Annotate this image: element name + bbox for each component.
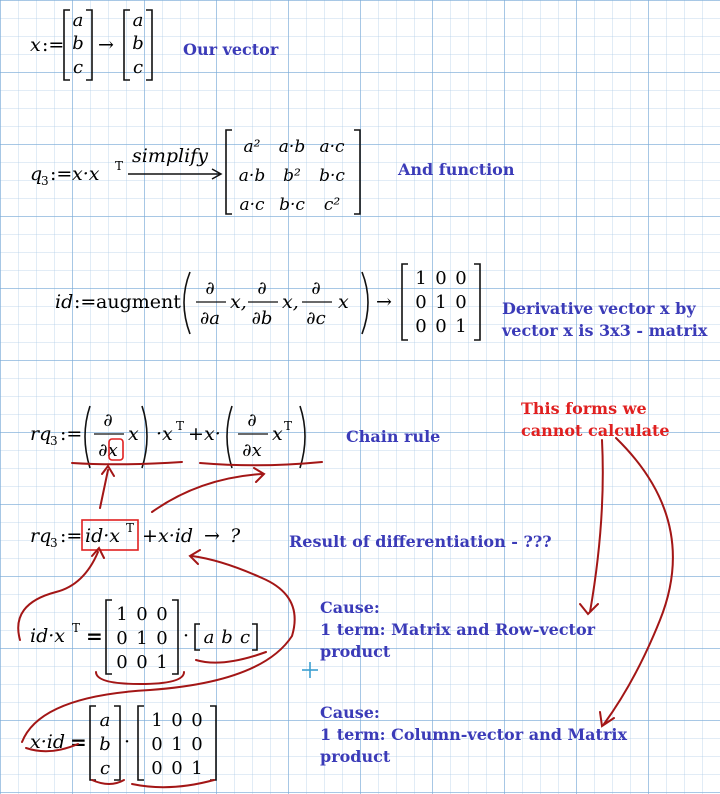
equation-vector-definition[interactable] xyxy=(20,4,170,84)
note-cause-2-line2: 1 term: Column-vector and Matrix xyxy=(320,725,627,744)
matrix-cell: a·c xyxy=(319,137,345,157)
note-cause-1-line1: Cause: xyxy=(320,598,380,617)
matrix-cell: 0 xyxy=(435,268,447,289)
equation-identity-derivative[interactable] xyxy=(50,258,490,346)
eq3-func: augment xyxy=(96,291,181,313)
equals: = xyxy=(86,624,103,648)
matrix-cell: c² xyxy=(323,195,341,215)
eq2-result-matrix xyxy=(239,137,346,215)
partial-denominator: ∂c xyxy=(306,308,326,329)
eq4-assign: := xyxy=(60,423,83,445)
equation-matrix-row-product[interactable] xyxy=(20,596,280,678)
matrix-cell: 1 xyxy=(136,628,148,649)
eq2-simplify-keyword: simplify xyxy=(132,145,208,167)
note-cause-1 xyxy=(320,597,595,663)
equation-function-q3[interactable] xyxy=(20,122,380,220)
eq3-identity-matrix xyxy=(415,268,466,337)
eq6-lhs: id·x xyxy=(30,625,65,647)
matrix-cell: 1 xyxy=(156,652,168,673)
eq1-arrow: → xyxy=(98,34,114,56)
note-cannot-calculate-line1: This forms we xyxy=(521,399,647,418)
transpose: T xyxy=(284,419,293,433)
matrix-cell: a xyxy=(99,710,111,731)
matrix-cell: 0 xyxy=(415,292,427,313)
matrix-cell: a·b xyxy=(278,137,306,157)
matrix-cell: 1 xyxy=(191,758,203,779)
partial-denominator: ∂b xyxy=(251,308,273,329)
eq5-arrow: → xyxy=(204,525,220,547)
note-cause-1-line3: product xyxy=(320,642,391,661)
matrix-cell: 0 xyxy=(136,652,148,673)
matrix-cell: 0 xyxy=(171,710,183,731)
transpose: T xyxy=(126,521,135,535)
partial-variable: x xyxy=(128,423,139,445)
note-result: Result of differentiation - ??? xyxy=(289,532,552,551)
partial-variable: x, xyxy=(230,291,247,313)
note-derivative-line1: Derivative vector x by xyxy=(502,299,696,318)
eq2-transpose: T xyxy=(115,159,124,173)
equation-result[interactable] xyxy=(20,512,280,558)
note-derivative-line2: vector x is 3x3 - matrix xyxy=(502,321,708,340)
equation-chain-rule[interactable] xyxy=(20,398,340,476)
eq6-row-vector xyxy=(204,627,250,648)
partial-variable: x xyxy=(272,423,283,445)
dot-operator: · xyxy=(183,625,190,647)
eq2-lhs-subscript: 3 xyxy=(41,174,49,188)
note-cause-2 xyxy=(320,702,627,768)
crosshair-cursor-icon xyxy=(302,662,318,678)
eq7-column-vector xyxy=(99,710,111,779)
matrix-cell: 1 xyxy=(415,268,427,289)
eq4-term1-tail: ·x xyxy=(156,423,173,445)
plus: + xyxy=(142,525,158,547)
matrix-cell: b·c xyxy=(279,195,305,215)
note-chain-rule: Chain rule xyxy=(346,427,441,446)
note-cannot-calculate xyxy=(521,398,670,442)
matrix-cell: 0 xyxy=(156,628,168,649)
matrix-cell: 0 xyxy=(435,316,447,337)
eq7-identity-matrix xyxy=(151,710,202,779)
eq5-result: ? xyxy=(230,525,241,547)
arrow-stroke xyxy=(580,440,603,614)
eq7-lhs: x·id xyxy=(30,731,65,753)
plus: + xyxy=(188,423,204,445)
eq4-lhs-subscript: 3 xyxy=(50,434,58,448)
note-cause-2-line1: Cause: xyxy=(320,703,380,722)
matrix-cell: 1 xyxy=(455,316,467,337)
matrix-cell: 0 xyxy=(151,734,163,755)
eq4-term2-head: x· xyxy=(204,423,221,445)
eq3-lhs: id xyxy=(55,291,74,313)
partial-symbol: ∂ xyxy=(103,410,113,431)
eq1-result-entry: a xyxy=(132,10,144,31)
matrix-cell: 0 xyxy=(191,710,203,731)
partial-symbol: ∂ xyxy=(311,278,321,299)
arrow-stroke xyxy=(600,438,673,726)
eq1-vector-entry: c xyxy=(72,57,84,78)
partial-denominator: ∂x xyxy=(98,440,118,461)
matrix-cell: c xyxy=(239,627,251,648)
matrix-cell: b·c xyxy=(319,166,345,186)
eq1-vector-entry: b xyxy=(72,33,84,54)
matrix-cell: a·c xyxy=(239,195,265,215)
eq1-vector-entry: a xyxy=(72,10,84,31)
eq1-result-entry: c xyxy=(132,57,144,78)
note-derivative xyxy=(502,298,707,342)
eq6-identity-matrix xyxy=(116,604,167,673)
note-our-vector: Our vector xyxy=(183,40,279,59)
partial-denominator: ∂x xyxy=(242,440,262,461)
eq3-arrow: → xyxy=(376,291,392,313)
matrix-cell: 0 xyxy=(455,292,467,313)
matrix-cell: 0 xyxy=(116,652,128,673)
partial-variable: x xyxy=(338,291,349,313)
partial-denominator: ∂a xyxy=(199,308,221,329)
eq5-term2: x·id xyxy=(158,525,193,547)
matrix-cell: 1 xyxy=(435,292,447,313)
equation-column-matrix-product[interactable] xyxy=(20,702,230,784)
eq5-lhs: rq xyxy=(30,525,52,547)
matrix-cell: a² xyxy=(243,137,261,157)
eq3-assign: := xyxy=(74,291,97,313)
matrix-cell: 0 xyxy=(415,316,427,337)
transpose: T xyxy=(176,419,185,433)
matrix-cell: b² xyxy=(283,166,301,186)
eq5-lhs-subscript: 3 xyxy=(50,536,58,550)
matrix-cell: 0 xyxy=(151,758,163,779)
eq2-lhs: q xyxy=(30,163,43,185)
matrix-cell: a xyxy=(203,627,215,648)
note-cause-2-line3: product xyxy=(320,747,391,766)
eq1-lhs: x xyxy=(30,34,41,56)
matrix-cell: 1 xyxy=(151,710,163,731)
equals: = xyxy=(70,730,87,754)
matrix-cell: b xyxy=(99,734,111,755)
matrix-cell: 1 xyxy=(171,734,183,755)
partial-symbol: ∂ xyxy=(205,278,215,299)
eq4-lhs: rq xyxy=(30,423,52,445)
matrix-cell: 0 xyxy=(156,604,168,625)
eq5-assign: := xyxy=(60,525,83,547)
eq2-rhs: x·x xyxy=(72,163,100,185)
matrix-cell: 0 xyxy=(191,734,203,755)
dot-operator: · xyxy=(124,731,131,753)
matrix-cell: 1 xyxy=(116,604,128,625)
matrix-cell: c xyxy=(99,758,111,779)
matrix-cell: 0 xyxy=(455,268,467,289)
note-cannot-calculate-line2: cannot calculate xyxy=(521,421,670,440)
partial-symbol: ∂ xyxy=(257,278,267,299)
partial-symbol: ∂ xyxy=(247,410,257,431)
note-and-function: And function xyxy=(398,160,515,179)
matrix-cell: b xyxy=(221,627,233,648)
note-cause-1-line2: 1 term: Matrix and Row-vector xyxy=(320,620,596,639)
eq5-term1: id·x xyxy=(85,525,120,547)
partial-variable: x, xyxy=(282,291,299,313)
matrix-cell: 0 xyxy=(171,758,183,779)
eq1-result-entry: b xyxy=(132,33,144,54)
matrix-cell: 0 xyxy=(116,628,128,649)
eq2-assign: := xyxy=(50,163,73,185)
eq1-assign: := xyxy=(42,34,65,56)
transpose: T xyxy=(72,621,81,635)
matrix-cell: a·b xyxy=(238,166,266,186)
matrix-cell: 0 xyxy=(136,604,148,625)
